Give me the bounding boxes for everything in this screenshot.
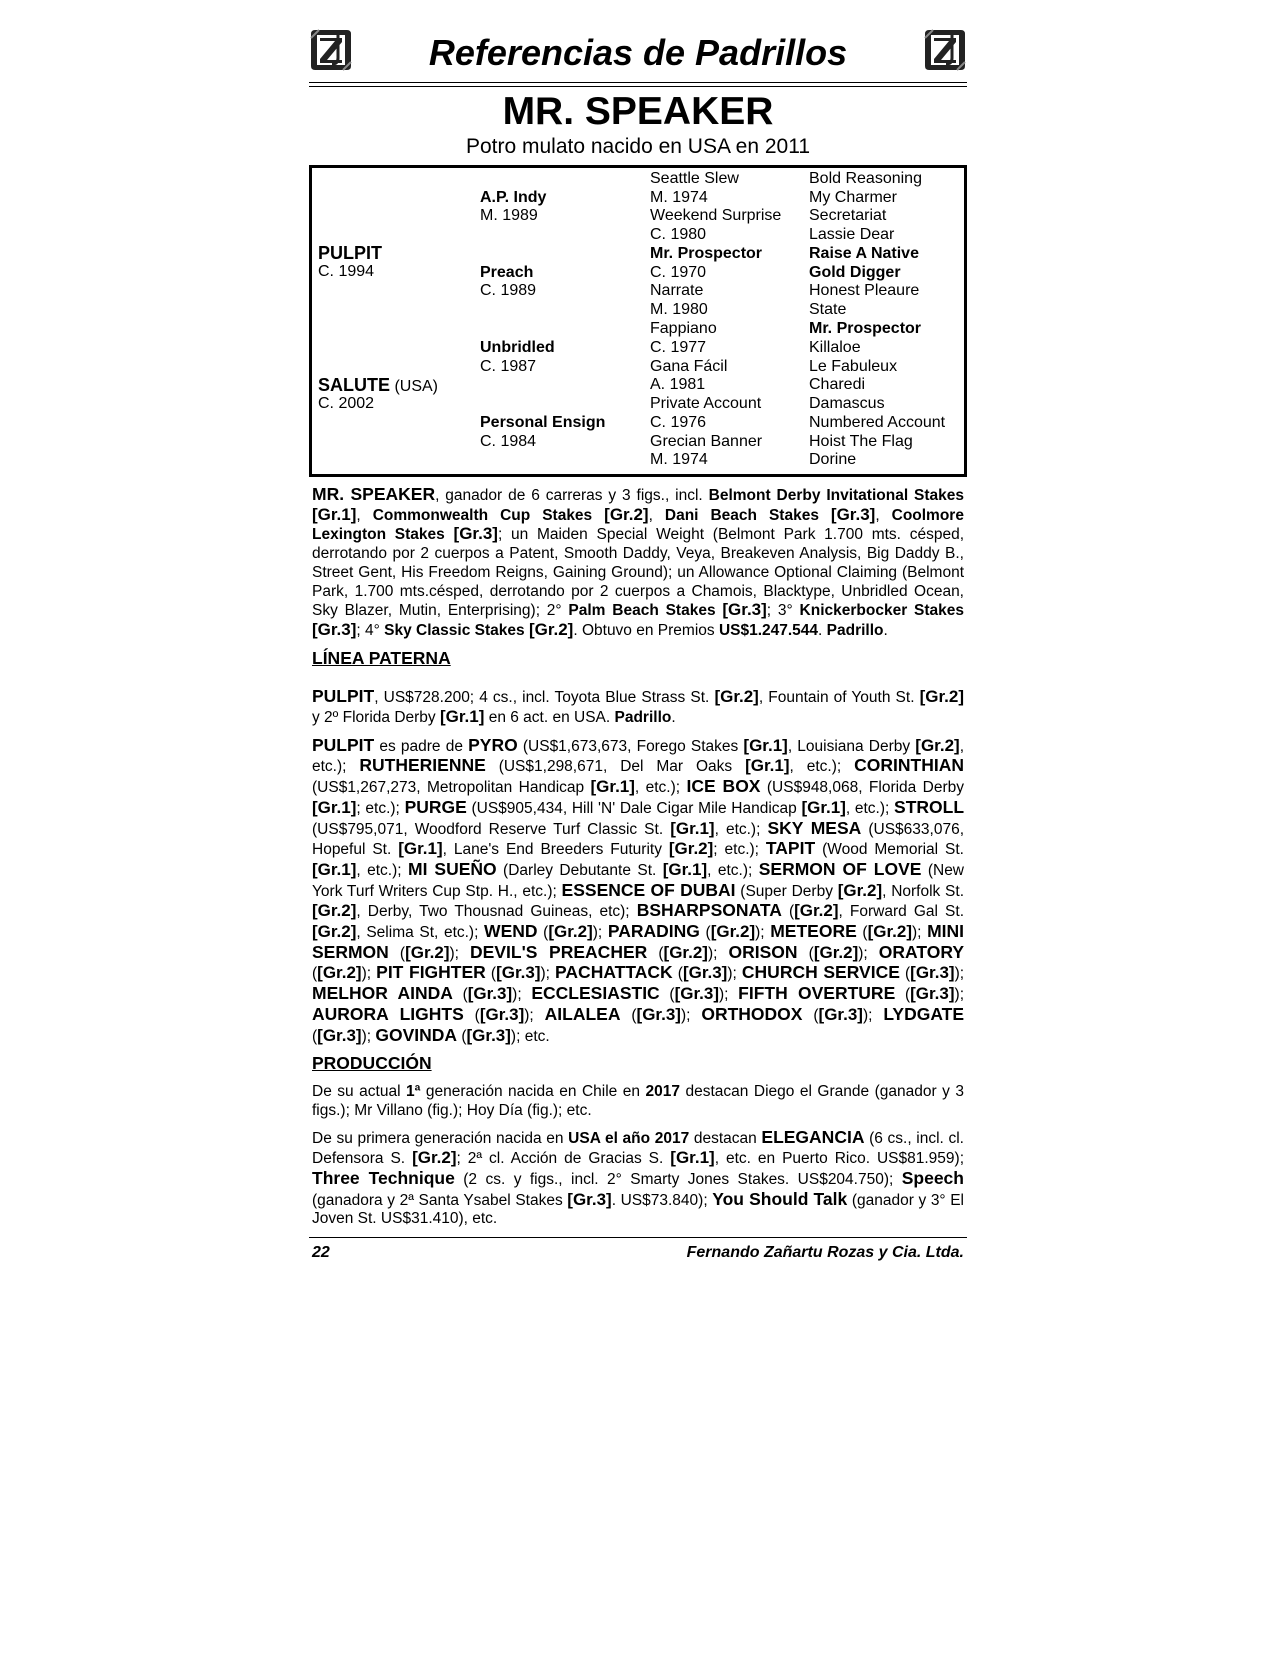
bold-text: ICE BOX	[686, 776, 761, 797]
text-run: );	[858, 944, 879, 962]
text-run: De su actual	[312, 1082, 407, 1100]
gen4-name: Secretariat	[809, 207, 887, 224]
gen2-name: Personal Ensign	[480, 414, 606, 431]
text-run: (US$1,673,673, Forego Stakes	[517, 737, 744, 755]
text-run: );	[449, 944, 471, 962]
gen4-name: Damascus	[809, 395, 885, 412]
grade-label: [Gr.1]	[662, 859, 708, 879]
grade-label: [Gr.2]	[604, 504, 649, 524]
text-run: (US$795,071, Woodford Reserve Turf Classic St.	[312, 820, 671, 838]
gen2-info: C. 1989	[480, 282, 537, 299]
text-run: ,	[356, 506, 373, 524]
grade-label: [Gr.1]	[743, 735, 788, 755]
text-run: ,	[648, 506, 665, 524]
text-run: (	[659, 986, 675, 1004]
horse-subtitle: Potro mulato nacido en USA en 2011	[465, 135, 810, 158]
page-header	[309, 22, 967, 80]
text-run: (US$1,267,273, Metropolitan Handicap	[312, 779, 591, 797]
text-run: (ganadora y 2ª Santa Ysabel Stakes	[312, 1191, 568, 1209]
dam-info: C. 2002	[318, 395, 375, 412]
gen3-name: Seattle Slew	[650, 170, 739, 187]
bold-text: PYRO	[468, 734, 518, 755]
gen3-name: Narrate	[650, 282, 704, 299]
grade-label: [Gr.2]	[867, 922, 912, 942]
text-run: (US$948,068, Florida Derby	[760, 779, 965, 797]
grade-label: [Gr.3]	[818, 1004, 863, 1024]
bold-text: AURORA LIGHTS	[312, 1003, 464, 1024]
section-heading-production: PRODUCCIÓN	[312, 1053, 432, 1074]
bold-text: LYDGATE	[883, 1003, 965, 1024]
text-run: , Norfolk St.	[882, 882, 965, 900]
bold-text: ORISON	[728, 941, 798, 962]
dam-name: SALUTE (USA)	[318, 375, 439, 395]
text-run: (ganador y 3° El Joven St. US$31.410), etc.	[312, 1191, 964, 1228]
text-run: ; etc.);	[713, 841, 766, 859]
grade-label: [Gr.2]	[317, 963, 362, 983]
grade-label: [Gr.2]	[710, 922, 756, 942]
text-run: (	[312, 965, 318, 983]
text-run: ); etc.	[510, 1027, 550, 1045]
sire-name: PULPIT	[318, 243, 383, 263]
text-run: (	[781, 903, 795, 921]
text-run: (New York Turf Writers Cup Stp. H., etc.);	[312, 861, 965, 900]
gen4-name: Bold Reasoning	[809, 170, 922, 187]
text-run: (	[895, 986, 911, 1004]
bold-text: MELHOR AINDA	[312, 983, 453, 1004]
grade-label: [Gr.1]	[312, 797, 357, 817]
production-paragraph-chile	[312, 1083, 964, 1120]
gen4-name: Le Fabuleux	[809, 358, 898, 375]
text-run: , etc.);	[789, 758, 855, 776]
grade-label: [Gr.1]	[745, 756, 790, 776]
gen3-name: Mr. Prospector	[650, 245, 763, 262]
bold-text: PACHATTACK	[555, 962, 673, 983]
bold-text: 2017	[645, 1082, 680, 1100]
grade-label: [Gr.3]	[722, 600, 767, 620]
bold-text: ESSENCE OF DUBAI	[561, 879, 736, 900]
grade-label: [Gr.3]	[467, 984, 513, 1004]
text-run: (	[537, 924, 549, 942]
grade-label: [Gr.2]	[405, 942, 450, 962]
bold-text: You Should Talk	[712, 1188, 848, 1209]
text-run: (US$905,434, Hill 'N' Dale Cigar Mile Handicap	[466, 799, 802, 817]
text-run: , US$728.200; 4 cs., incl. Toyota Blue Strass St.	[374, 689, 715, 707]
intro-paragraph	[312, 485, 964, 641]
page-footer	[309, 1237, 967, 1264]
text-run: );	[727, 965, 742, 983]
grade-label: [Gr.3]	[910, 984, 955, 1004]
text-run: , etc.);	[634, 779, 687, 797]
gen3-info: C. 1977	[650, 339, 707, 356]
text-run	[819, 507, 831, 524]
zr-logo-icon	[923, 26, 967, 72]
gen3-info: M. 1980	[650, 301, 708, 318]
text-run: );	[592, 924, 608, 942]
grade-label: [Gr.3]	[682, 963, 728, 983]
gen4-name: Numbered Account	[809, 414, 946, 431]
gen3-info: A. 1981	[650, 376, 706, 393]
text-run: (	[457, 1027, 467, 1045]
header-title: Referencias de Padrillos	[428, 32, 848, 73]
grade-label: [Gr.1]	[590, 777, 635, 797]
gen4-name: Dorine	[809, 451, 857, 468]
bold-text: Belmont Derby Invitational Stakes	[708, 487, 964, 504]
bold-text: MR. SPEAKER	[312, 484, 436, 504]
bold-text: SERMON OF LOVE	[758, 858, 922, 879]
gen3-info: C. 1980	[650, 226, 707, 243]
text-run: (6 cs., incl. cl. Defensora S.	[312, 1130, 964, 1168]
text-run: , etc. en Puerto Rico. US$81.959);	[714, 1150, 964, 1168]
text-run: . Obtuvo en Premios	[573, 621, 719, 639]
bold-text: PIT FIGHTER	[376, 962, 486, 983]
bold-text: CHURCH SERVICE	[741, 962, 900, 983]
text-run: , Lane's End Breeders Futurity	[442, 841, 669, 859]
bold-text: GOVINDA	[375, 1024, 458, 1045]
bold-text: USA el año 2017	[568, 1130, 690, 1148]
text-run: );	[512, 986, 532, 1004]
text-run: );	[755, 924, 771, 942]
text-run: (Wood Memorial St.	[815, 841, 964, 859]
grade-label: [Gr.1]	[398, 839, 443, 859]
gen2-info: C. 1984	[480, 433, 537, 450]
gen4-name: Killaloe	[809, 339, 861, 356]
grade-label: [Gr.3]	[636, 1004, 681, 1024]
grade-label: [Gr.3]	[674, 984, 719, 1004]
bold-text: Padrillo	[614, 709, 672, 727]
bold-text: PURGE	[404, 796, 467, 817]
bold-text: MI SUEÑO	[408, 858, 497, 879]
grade-label: [Gr.1]	[312, 504, 357, 524]
text-run: );	[524, 1006, 545, 1024]
document-body	[309, 485, 967, 1229]
grade-label: [Gr.2]	[663, 942, 708, 962]
text-run: );	[361, 1027, 376, 1045]
bold-text: SKY MESA	[767, 817, 862, 838]
grade-label: [Gr.3]	[466, 1025, 511, 1045]
gen4-name: Honest Pleaure	[809, 282, 920, 299]
text-run: .	[883, 621, 888, 639]
gen4-name: Lassie Dear	[809, 226, 895, 243]
gen3-name: Private Account	[650, 395, 762, 412]
bold-text: CORINTHIAN	[854, 755, 964, 776]
text-run: (	[672, 965, 683, 983]
grade-label: [Gr.2]	[312, 922, 357, 942]
text-run: ; etc.);	[356, 799, 405, 817]
pulpit-paragraph	[312, 687, 964, 727]
grade-label: [Gr.2]	[915, 735, 960, 755]
text-run: );	[954, 986, 964, 1004]
text-run: );	[707, 944, 729, 962]
gen3-info: M. 1974	[650, 451, 708, 468]
text-run: en 6 act. en USA.	[484, 709, 615, 727]
gen2-name: A.P. Indy	[480, 189, 547, 206]
gen3-info: C. 1976	[650, 414, 707, 431]
text-run: );	[954, 965, 965, 983]
grade-label: [Gr.3]	[496, 963, 541, 983]
bold-text: MINI SERMON	[312, 921, 965, 962]
gen3-name: Grecian Banner	[650, 433, 763, 450]
text-run: (	[463, 1006, 480, 1024]
text-run: , Louisiana Derby	[787, 737, 916, 755]
bold-text: Padrillo	[826, 621, 884, 639]
bold-text: Coolmore Lexington Stakes	[312, 506, 964, 544]
text-run	[445, 526, 454, 543]
text-run: (	[452, 986, 468, 1004]
progeny-paragraph	[312, 736, 964, 1047]
text-run: ; 2ª cl. Acción de Gracias S.	[456, 1150, 671, 1168]
text-run: . US$73.840);	[611, 1191, 713, 1209]
grade-label: [Gr.2]	[412, 1148, 457, 1168]
text-run: (	[899, 965, 911, 983]
pedigree-table	[309, 165, 967, 477]
bold-text: Palm Beach Stakes	[568, 602, 716, 620]
text-run: , Forward Gal St.	[838, 903, 964, 921]
bold-text: DEVIL'S PREACHER	[470, 941, 648, 962]
gen4-name: Mr. Prospector	[809, 320, 922, 337]
grade-label: [Gr.3]	[317, 1025, 362, 1045]
bold-text: ELEGANCIA	[761, 1127, 865, 1148]
production-paragraph-usa	[312, 1128, 964, 1229]
grade-label: [Gr.3]	[479, 1004, 525, 1024]
bold-text: STROLL	[894, 796, 965, 817]
grade-label: [Gr.1]	[312, 859, 357, 879]
gen4-name: Raise A Native	[809, 245, 919, 262]
grade-label: [Gr.3]	[567, 1189, 612, 1209]
text-run: , etc.);	[845, 799, 895, 817]
grade-label: [Gr.3]	[453, 524, 498, 544]
text-run: );	[680, 1006, 702, 1024]
bold-text: AILALEA	[544, 1003, 621, 1024]
text-run: (	[797, 944, 814, 962]
text-run: (	[856, 924, 868, 942]
text-run: (US$633,076, Hopeful St.	[312, 820, 964, 859]
text-run: , Derby, Two Thousnad Guineas, etc);	[356, 903, 637, 921]
bold-text: PARADING	[607, 921, 700, 942]
text-run: ; 3°	[766, 602, 800, 620]
gen4-name: Hoist The Flag	[809, 433, 913, 450]
grade-label: [Gr.2]	[794, 901, 839, 921]
bold-text: BSHARPSONATA	[636, 900, 782, 921]
bold-text: RUTHERIENNE	[359, 755, 486, 776]
bold-text: FIFTH OVERTURE	[738, 983, 896, 1004]
bold-text: Knickerbocker Stakes	[799, 602, 965, 620]
text-run: (Darley Debutante St.	[496, 861, 663, 879]
gen2-info: M. 1989	[480, 207, 538, 224]
text-run: , Fountain of Youth St.	[758, 689, 920, 707]
text-run: ; 4°	[356, 621, 385, 639]
sire-info: C. 1994	[318, 263, 375, 280]
grade-label: [Gr.2]	[548, 922, 593, 942]
bold-text: PULPIT	[312, 686, 375, 707]
grade-label: [Gr.2]	[312, 901, 357, 921]
bold-text: Commonwealth Cup Stakes	[372, 506, 593, 524]
bold-text: 1ª	[406, 1082, 421, 1100]
text-run: (	[485, 965, 497, 983]
bold-text: ECCLESIASTIC	[531, 983, 660, 1004]
text-run: , Selima St, etc.);	[356, 924, 485, 942]
text-run: , etc.);	[707, 861, 759, 879]
text-run: , ganador de 6 carreras y 3 figs., incl.	[435, 487, 709, 504]
text-run: , etc.);	[714, 820, 768, 838]
gen2-name: Preach	[480, 264, 534, 281]
grade-label: [Gr.3]	[910, 963, 955, 983]
text-run: generación nacida en Chile en	[420, 1082, 646, 1100]
bold-text: Three Technique	[312, 1167, 455, 1188]
grade-label: [Gr.3]	[830, 504, 876, 524]
bold-text: Speech	[901, 1167, 964, 1188]
horse-name: MR. SPEAKER	[502, 90, 774, 133]
gen2-info: C. 1987	[480, 358, 537, 375]
section-heading-paternal: LÍNEA PATERNA	[312, 647, 451, 668]
text-run: );	[361, 965, 377, 983]
text-run: (	[312, 1027, 318, 1045]
gen3-info: C. 1970	[650, 264, 707, 281]
text-run: , etc.);	[356, 861, 408, 879]
gen3-name: Fappiano	[650, 320, 717, 337]
text-run: .	[818, 621, 827, 639]
text-run: destacan Diego el Grande (ganador y 3 figs.); Mr Villano (fig.); Hoy Día (fig.); etc.	[312, 1082, 964, 1119]
bold-text: WEND	[484, 921, 538, 942]
text-run: ; un Maiden Special Weight (Belmont Park 1.700 mts. césped, derrotando por 2 cuerpos a Patent, Smooth Daddy, Veya, Breakeven Analysis, Big Daddy B., Street Gent, His Freedom Reigns, Gaining Ground); un Allowance Optional Claiming (Belmont Park, 1.700 mts.césped, derrotando por 2 cuerpos a Chamois, Blacktype, Unbridled Ocean, Sky Blazer, Mutin, Enterprising); 2°	[312, 526, 965, 620]
text-run: destacan	[689, 1130, 762, 1148]
text-run: (	[699, 924, 711, 942]
grade-label: [Gr.2]	[813, 942, 859, 962]
text-run: , etc.);	[312, 737, 964, 776]
text-run: (	[388, 944, 406, 962]
grade-label: [Gr.1]	[670, 818, 715, 838]
bold-text: Dani Beach Stakes	[664, 506, 819, 524]
text-run: );	[911, 924, 928, 942]
gen3-name: Gana Fácil	[650, 358, 728, 375]
text-run: y 2º Florida Derby	[312, 709, 440, 727]
text-run: (Super Derby	[735, 882, 838, 900]
grade-label: [Gr.2]	[668, 839, 714, 859]
grade-label: [Gr.2]	[919, 687, 965, 707]
page-number: 22	[312, 1243, 330, 1261]
gen4-name: Gold Digger	[809, 264, 901, 281]
gen3-info: M. 1974	[650, 189, 708, 206]
text-run: De su primera generación nacida en	[312, 1130, 569, 1148]
grade-label: [Gr.1]	[670, 1148, 715, 1168]
text-run: );	[862, 1006, 884, 1024]
bold-text: US$1.247.544	[718, 621, 819, 639]
text-run: .	[671, 709, 676, 727]
text-run	[592, 507, 604, 524]
text-run: (	[647, 944, 664, 962]
grade-label: [Gr.2]	[714, 687, 759, 707]
bold-text: ORTHODOX	[701, 1003, 803, 1024]
document-page	[309, 22, 967, 1264]
text-run: ,	[875, 506, 892, 524]
bold-text: PULPIT	[312, 734, 375, 755]
bold-text: METEORE	[770, 921, 857, 942]
grade-label: [Gr.2]	[528, 619, 574, 639]
bold-text: TAPIT	[765, 838, 816, 859]
gen2-name: Unbridled	[480, 339, 555, 356]
gen4-name: Charedi	[809, 376, 866, 393]
text-run: );	[540, 965, 556, 983]
bold-text: Sky Classic Stakes	[384, 621, 525, 639]
gen4-name: State	[809, 301, 847, 318]
footer-company: Fernando Zañartu Rozas y Cia. Ltda.	[686, 1243, 964, 1261]
text-run: );	[718, 986, 739, 1004]
gen3-name: Weekend Surprise	[650, 207, 782, 224]
header-rule	[309, 82, 967, 87]
grade-label: [Gr.3]	[312, 619, 357, 639]
gen4-name: My Charmer	[809, 189, 898, 206]
grade-label: [Gr.1]	[439, 707, 485, 727]
text-run: es padre de	[374, 737, 469, 755]
text-run: (	[802, 1006, 819, 1024]
text-run: (US$1,298,671, Del Mar Oaks	[485, 758, 746, 776]
text-run: (2 cs. y figs., incl. 2° Smarty Jones Stakes. US$204.750);	[454, 1170, 902, 1188]
grade-label: [Gr.1]	[801, 797, 846, 817]
grade-label: [Gr.2]	[837, 880, 883, 900]
bold-text: ORATORY	[878, 941, 965, 962]
text-run: (	[620, 1006, 637, 1024]
